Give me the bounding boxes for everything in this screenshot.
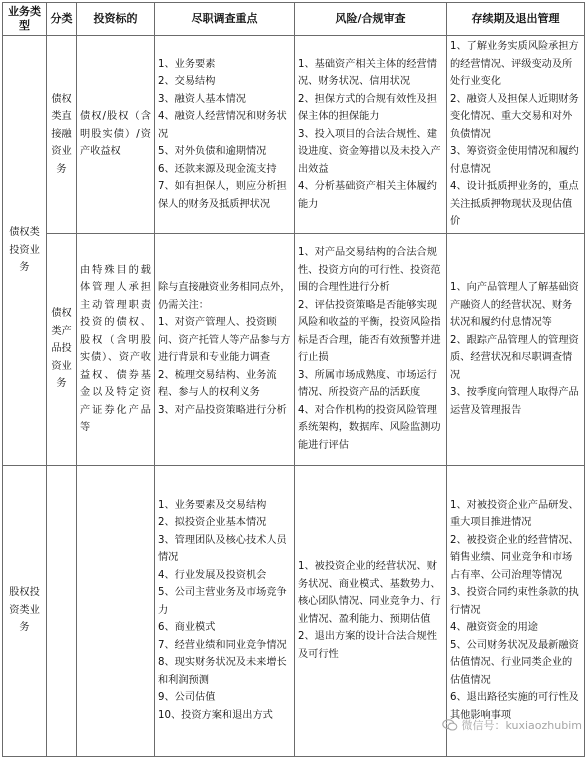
- business-type-cell-text: 债权类投资业务: [9, 227, 40, 273]
- list-item: 2、评估投资策略是否能够实现风险和收益的平衡，投资风险指标是否合理，能否有效预警并进行止损: [298, 299, 441, 363]
- exit-cell: [447, 36, 585, 234]
- list-item: 1、对产品交易结构的合法合规性、投资方向的可行性、投资范围的合理性进行分析: [298, 247, 441, 293]
- list-item: 6、还款来源及现金流支持: [158, 163, 277, 175]
- table-row: [3, 233, 585, 465]
- risk-cell: [295, 233, 447, 465]
- list-item: 2、被投资企业的经营情况、销售业绩、同业竞争和市场占有率、公司治理等情况: [450, 534, 579, 581]
- list-item: 8、现实财务状况及未来增长和利润预测: [158, 657, 287, 686]
- list-item: 3、所属市场成熟度、市场运行情况、所投资产品的活跃度: [298, 369, 437, 398]
- list-item: 3、管理团队及核心技术人员情况: [158, 534, 287, 564]
- list-item: 4、融资资金的用途: [450, 622, 538, 634]
- due-diligence-table: [2, 2, 585, 757]
- header-risk-compliance: 风险/合规审查: [295, 3, 447, 36]
- due-diligence-cell: [155, 36, 295, 234]
- header-exit-management: 存续期及退出管理: [447, 3, 585, 36]
- list-item: 2、梳理交易结构、业务流程、参与人的权利义务: [158, 369, 277, 398]
- list-item: 3、按季度向管理人取得产品运营及管理报告: [450, 387, 579, 416]
- header-business-type: 业务类型: [3, 3, 47, 36]
- header-category: 分类: [47, 3, 77, 36]
- list-item: 除与直接融资业务相同点外，仍需关注：: [158, 282, 291, 311]
- list-item: 7、如有担保人，则应分析担保人的财务及抵质押状况: [158, 181, 287, 210]
- list-item: 3、对产品投资策略进行分析: [158, 404, 287, 416]
- list-item: 9、公司估值: [158, 692, 216, 704]
- business-type-cell: [3, 36, 47, 466]
- list-item: 6、退出路径实施的可行性及其他影响事项: [450, 692, 579, 721]
- list-item: 3、投入项目的合法合规性、建设进度、资金筹措以及未投入产出效益: [298, 128, 441, 175]
- list-item: 3、筹资资金使用情况和履约付息情况: [450, 146, 579, 175]
- list-item: 2、拟投资企业基本情况: [158, 517, 267, 529]
- table-row: [3, 36, 585, 234]
- business-type-cell: [3, 465, 47, 756]
- due-diligence-cell: [155, 465, 295, 756]
- list-item: 4、行业发展及投资机会: [158, 569, 267, 581]
- list-item: 3、融资人基本情况: [158, 93, 246, 105]
- list-item: 5、公司财务状况及最新融资估值情况、行业同类企业的估值情况: [450, 639, 579, 686]
- list-item: 1、了解业务实质风险承担方的经营情况、评级变动及所处行业变化: [450, 41, 579, 87]
- list-item: 5、对外负债和逾期情况: [158, 146, 267, 157]
- list-item: 4、对合作机构的投资风险管理系统架构，数据库、风险监测功能进行评估: [298, 404, 441, 451]
- list-item: 2、跟踪产品管理人的管理资质、经营状况和尽职调查情况: [450, 334, 579, 381]
- watermark-text: 微信号：kuxiaozhubim: [461, 719, 582, 732]
- target-cell: [77, 465, 155, 756]
- list-item: 7、经营业绩和同业竞争情况: [158, 639, 287, 651]
- list-item: 1、对被投资企业产品研发、重大项目推进情况: [450, 499, 579, 529]
- category-cell-text: 债权类直接融资业务: [51, 93, 72, 175]
- target-cell: [77, 36, 155, 234]
- list-item: 2、交易结构: [158, 76, 216, 87]
- category-cell-text: 债权类产品投资业务: [51, 308, 72, 390]
- target-cell: [77, 233, 155, 465]
- due-diligence-cell: [155, 233, 295, 465]
- wechat-icon: [442, 718, 458, 732]
- list-item: 1、对资产管理人、投资顾问、资产托管人等产品参与方进行背景和专业能力调查: [158, 317, 291, 363]
- category-cell: [47, 233, 77, 465]
- list-item: 1、被投资企业的经营状况、财务状况、商业模式、基数势力、核心团队情况、同业竞争力、行业情况、盈利能力、预期估值: [298, 561, 441, 625]
- target-cell-text: 由特殊目的载体管理人承担主动管理职责投资的债权、股权（含明股实债）、资产收益权、债券基金以及特定资产证券化产品等: [80, 264, 151, 433]
- risk-cell: [295, 36, 447, 234]
- list-item: 10、投资方案和退出方式: [158, 709, 273, 721]
- list-item: 1、业务要素: [158, 58, 216, 70]
- list-item: 4、设计抵质押业务的，重点关注抵质押物现状及现估值价: [450, 181, 579, 227]
- category-cell: [47, 36, 77, 234]
- table-row: [3, 465, 585, 756]
- header-row: [3, 3, 585, 36]
- list-item: 6、商业模式: [158, 622, 216, 634]
- list-item: 4、融资人经营情况和财务状况: [158, 111, 287, 140]
- exit-cell: [447, 233, 585, 465]
- risk-cell: [295, 465, 447, 756]
- target-cell-text: 债权/股权（含明股实债）/资产收益权: [80, 111, 151, 157]
- header-target: 投资标的: [77, 3, 155, 36]
- list-item: 1、业务要素及交易结构: [158, 499, 267, 511]
- list-item: 1、基础资产相关主体的经营情况、财务状况、信用状况: [298, 58, 437, 87]
- category-cell: [47, 465, 77, 756]
- list-item: 3、投资合同约束性条款的执行情况: [450, 587, 579, 616]
- list-item: 2、退出方案的设计合法合规性及可行性: [298, 631, 437, 660]
- header-due-diligence: 尽职调查重点: [155, 3, 295, 36]
- watermark: [442, 717, 582, 733]
- list-item: 1、向产品管理人了解基础资产融资人的经营状况、财务状况和履约付息情况等: [450, 282, 579, 328]
- list-item: 5、公司主营业务及市场竞争力: [158, 587, 287, 616]
- list-item: 4、分析基础资产相关主体履约能力: [298, 181, 437, 210]
- exit-cell: [447, 465, 585, 756]
- list-item: 2、融资人及担保人近期财务变化情况、重大交易和对外负债情况: [450, 93, 579, 140]
- business-type-cell-text: 股权投资类业务: [9, 587, 40, 634]
- list-item: 2、担保方式的合规有效性及担保主体的担保能力: [298, 93, 437, 122]
